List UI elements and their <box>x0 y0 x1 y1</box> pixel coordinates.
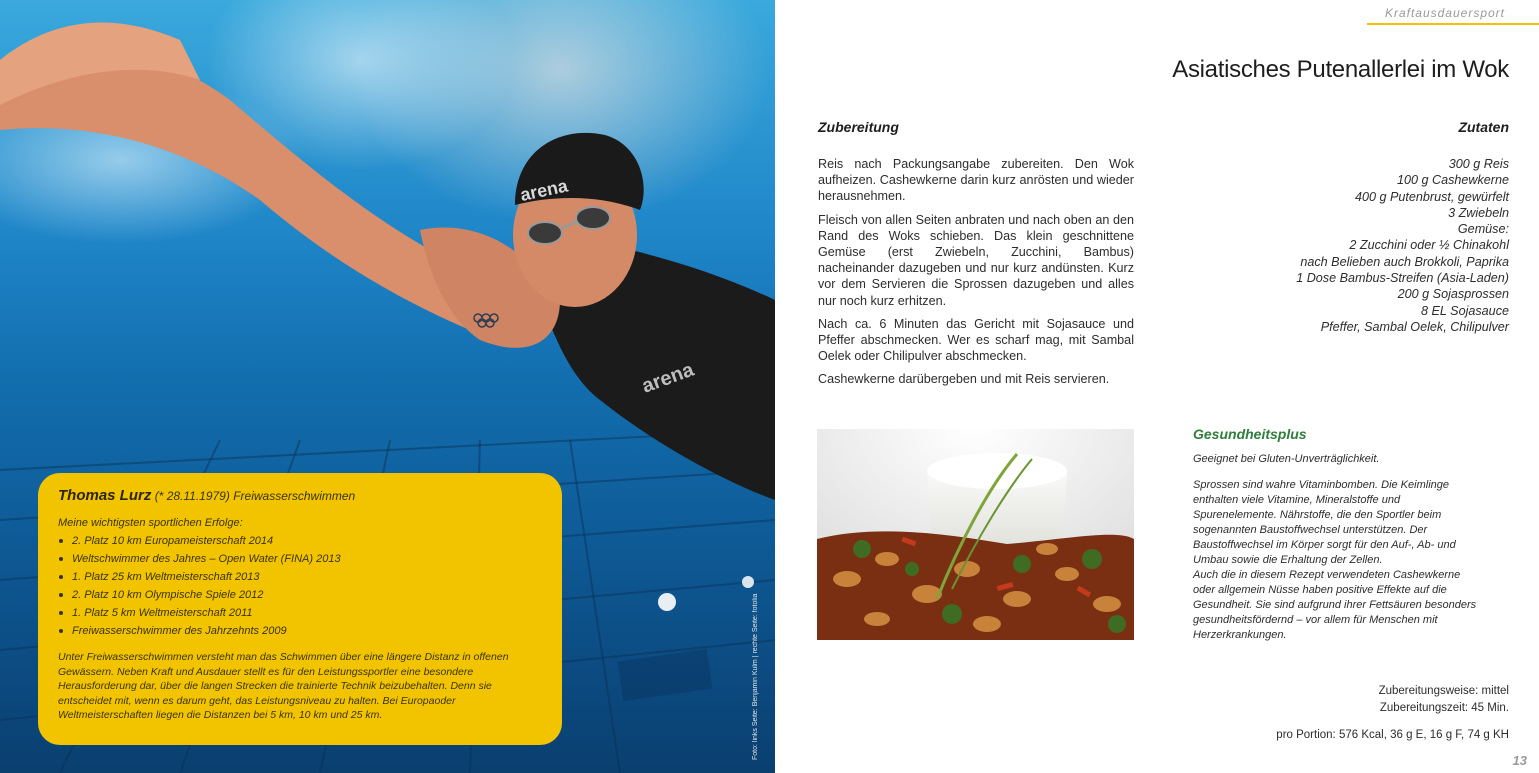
preparation-steps <box>818 156 1134 395</box>
athlete-header <box>58 487 542 504</box>
prep-time: Zubereitungszeit: 45 Min. <box>1379 701 1509 714</box>
difficulty: Zubereitungsweise: mittel <box>1378 685 1509 697</box>
ingredients-heading: Zutaten <box>1458 119 1509 135</box>
preparation-step: Fleisch von allen Seiten anbraten und nach oben an den Rand des Woks schieben. Das klein geschnittene Gemüse (erst Zwiebeln, Zucchini, Bambus) nacheinander dazugeben und nur kurz andünsten. Kurz vor dem Servieren die Sprossen dazugeben und alles nur noch kurz erhitzen. <box>818 212 1134 308</box>
preparation-heading: Zubereitung <box>818 119 899 135</box>
health-paragraph: Sprossen sind wahre Vitaminbomben. Die Keimlinge enthalten viele Vitamine, Mineralstoffe und Spurenelemente. Nährstoffe, die den Sportler beim sogenannten Baustoffwechsel unterstützen. Der Baustoffwechsel im Körper sorgt für den Auf-, Ab- und Umbau sowie die Erhaltung der Zellen. <box>1193 479 1456 566</box>
recipe-meta <box>1276 683 1509 744</box>
dish-photo-image <box>817 429 1134 640</box>
athlete-birth: (* 28.11.1979) <box>154 489 230 503</box>
ingredient-item: 300 g Reis <box>1448 157 1509 171</box>
recipe-title: Asiatisches Putenallerlei im Wok <box>1172 56 1509 83</box>
photo-credit: Foto: links Seite: Benjamin Kulm | rechte Seite: fotolia <box>752 593 759 760</box>
athlete-description: Unter Freiwasserschwimmen versteht man das Schwimmen über eine längere Distanz in offenen Gewässern. Neben Kraft und Ausdauer stellt es für den Leistungssportler eine besondere Herausforderung dar, über die langen Strecken die trainierte Technik beizubehalten. Denn sie entscheidet mit, wenn es darum geht, das Leistungsniveau zu halten. Bei Europaoder Weltmeisterschaften liegen die Distanzen bei 5 km, 10 km und 25 km. <box>58 651 509 721</box>
dish-photo <box>817 429 1134 640</box>
ingredients-list <box>1209 156 1509 335</box>
achievement-item: 2. Platz 10 km Europameisterschaft 2014 <box>58 532 542 550</box>
section-label: Kraftausdauersport <box>1384 6 1505 20</box>
ingredient-item: 100 g Cashewkerne <box>1396 173 1509 188</box>
achievements-list <box>58 532 542 640</box>
athlete-name: Thomas Lurz <box>58 487 152 504</box>
ingredient-item: 3 Zwiebeln <box>1448 205 1509 220</box>
achievement-item: 1. Platz 25 km Weltmeisterschaft 2013 <box>58 568 542 586</box>
recipe-page <box>775 0 1539 773</box>
section-divider <box>1367 23 1539 25</box>
ingredient-item: 8 EL Sojasauce <box>1421 303 1509 318</box>
svg-text:arena: arena <box>518 175 570 206</box>
nutrition-info: pro Portion: 576 Kcal, 36 g E, 16 g F, 74 g KH <box>1276 729 1509 741</box>
ingredient-item: 400 g Putenbrust, gewürfelt <box>1354 189 1509 204</box>
athlete-discipline: Freiwasserschwimmen <box>233 489 356 503</box>
health-info <box>1193 452 1483 643</box>
achievement-item: 1. Platz 5 km Weltmeisterschaft 2011 <box>58 604 542 622</box>
achievement-item: 2. Platz 10 km Olympische Spiele 2012 <box>58 586 542 604</box>
ingredient-item: Gemüse: <box>1457 222 1509 237</box>
achievement-item: Weltschwimmer des Jahres – Open Water (FINA) 2013 <box>58 550 542 568</box>
athlete-info-box <box>38 473 562 745</box>
achievements-title: Meine wichtigsten sportlichen Erfolge: <box>58 517 243 529</box>
page-number: 13 <box>1512 753 1527 768</box>
health-intro: Geeignet bei Gluten-Unverträglichkeit. <box>1193 453 1380 465</box>
ingredient-item: Pfeffer, Sambal Oelek, Chilipulver <box>1320 319 1509 334</box>
ingredient-item: nach Belieben auch Brokkoli, Paprika <box>1300 254 1509 269</box>
health-heading: Gesundheitsplus <box>1193 426 1307 442</box>
health-paragraph: Auch die in diesem Rezept verwendeten Cashewkerne oder allgemein Nüsse haben positive Effekte auf die Gesundheit. Sie sind aufgrund ihrer Fettsäuren besonders gesundheitsfördernd – vor allem für Menschen mit Herzerkrankungen. <box>1193 569 1477 641</box>
svg-text:arena: arena <box>639 358 697 398</box>
ingredient-item: 200 g Sojasprossen <box>1397 287 1509 302</box>
ingredient-item: 2 Zucchini oder ½ Chinakohl <box>1349 238 1509 253</box>
preparation-step: Reis nach Packungsangabe zubereiten. Den Wok aufheizen. Cashewkerne darin kurz anrösten und wieder herausnehmen. <box>818 157 1134 204</box>
preparation-step: Nach ca. 6 Minuten das Gericht mit Sojasauce und Pfeffer abschmecken. Wer es scharf mag, mit Sambal Oelek oder Chilipulver abschmecken. <box>818 316 1134 364</box>
preparation-step: Cashewkerne darübergeben und mit Reis servieren. <box>818 372 1110 387</box>
ingredient-item: 1 Dose Bambus-Streifen (Asia-Laden) <box>1296 271 1509 286</box>
achievement-item: Freiwasserschwimmer des Jahrzehnts 2009 <box>58 622 542 640</box>
